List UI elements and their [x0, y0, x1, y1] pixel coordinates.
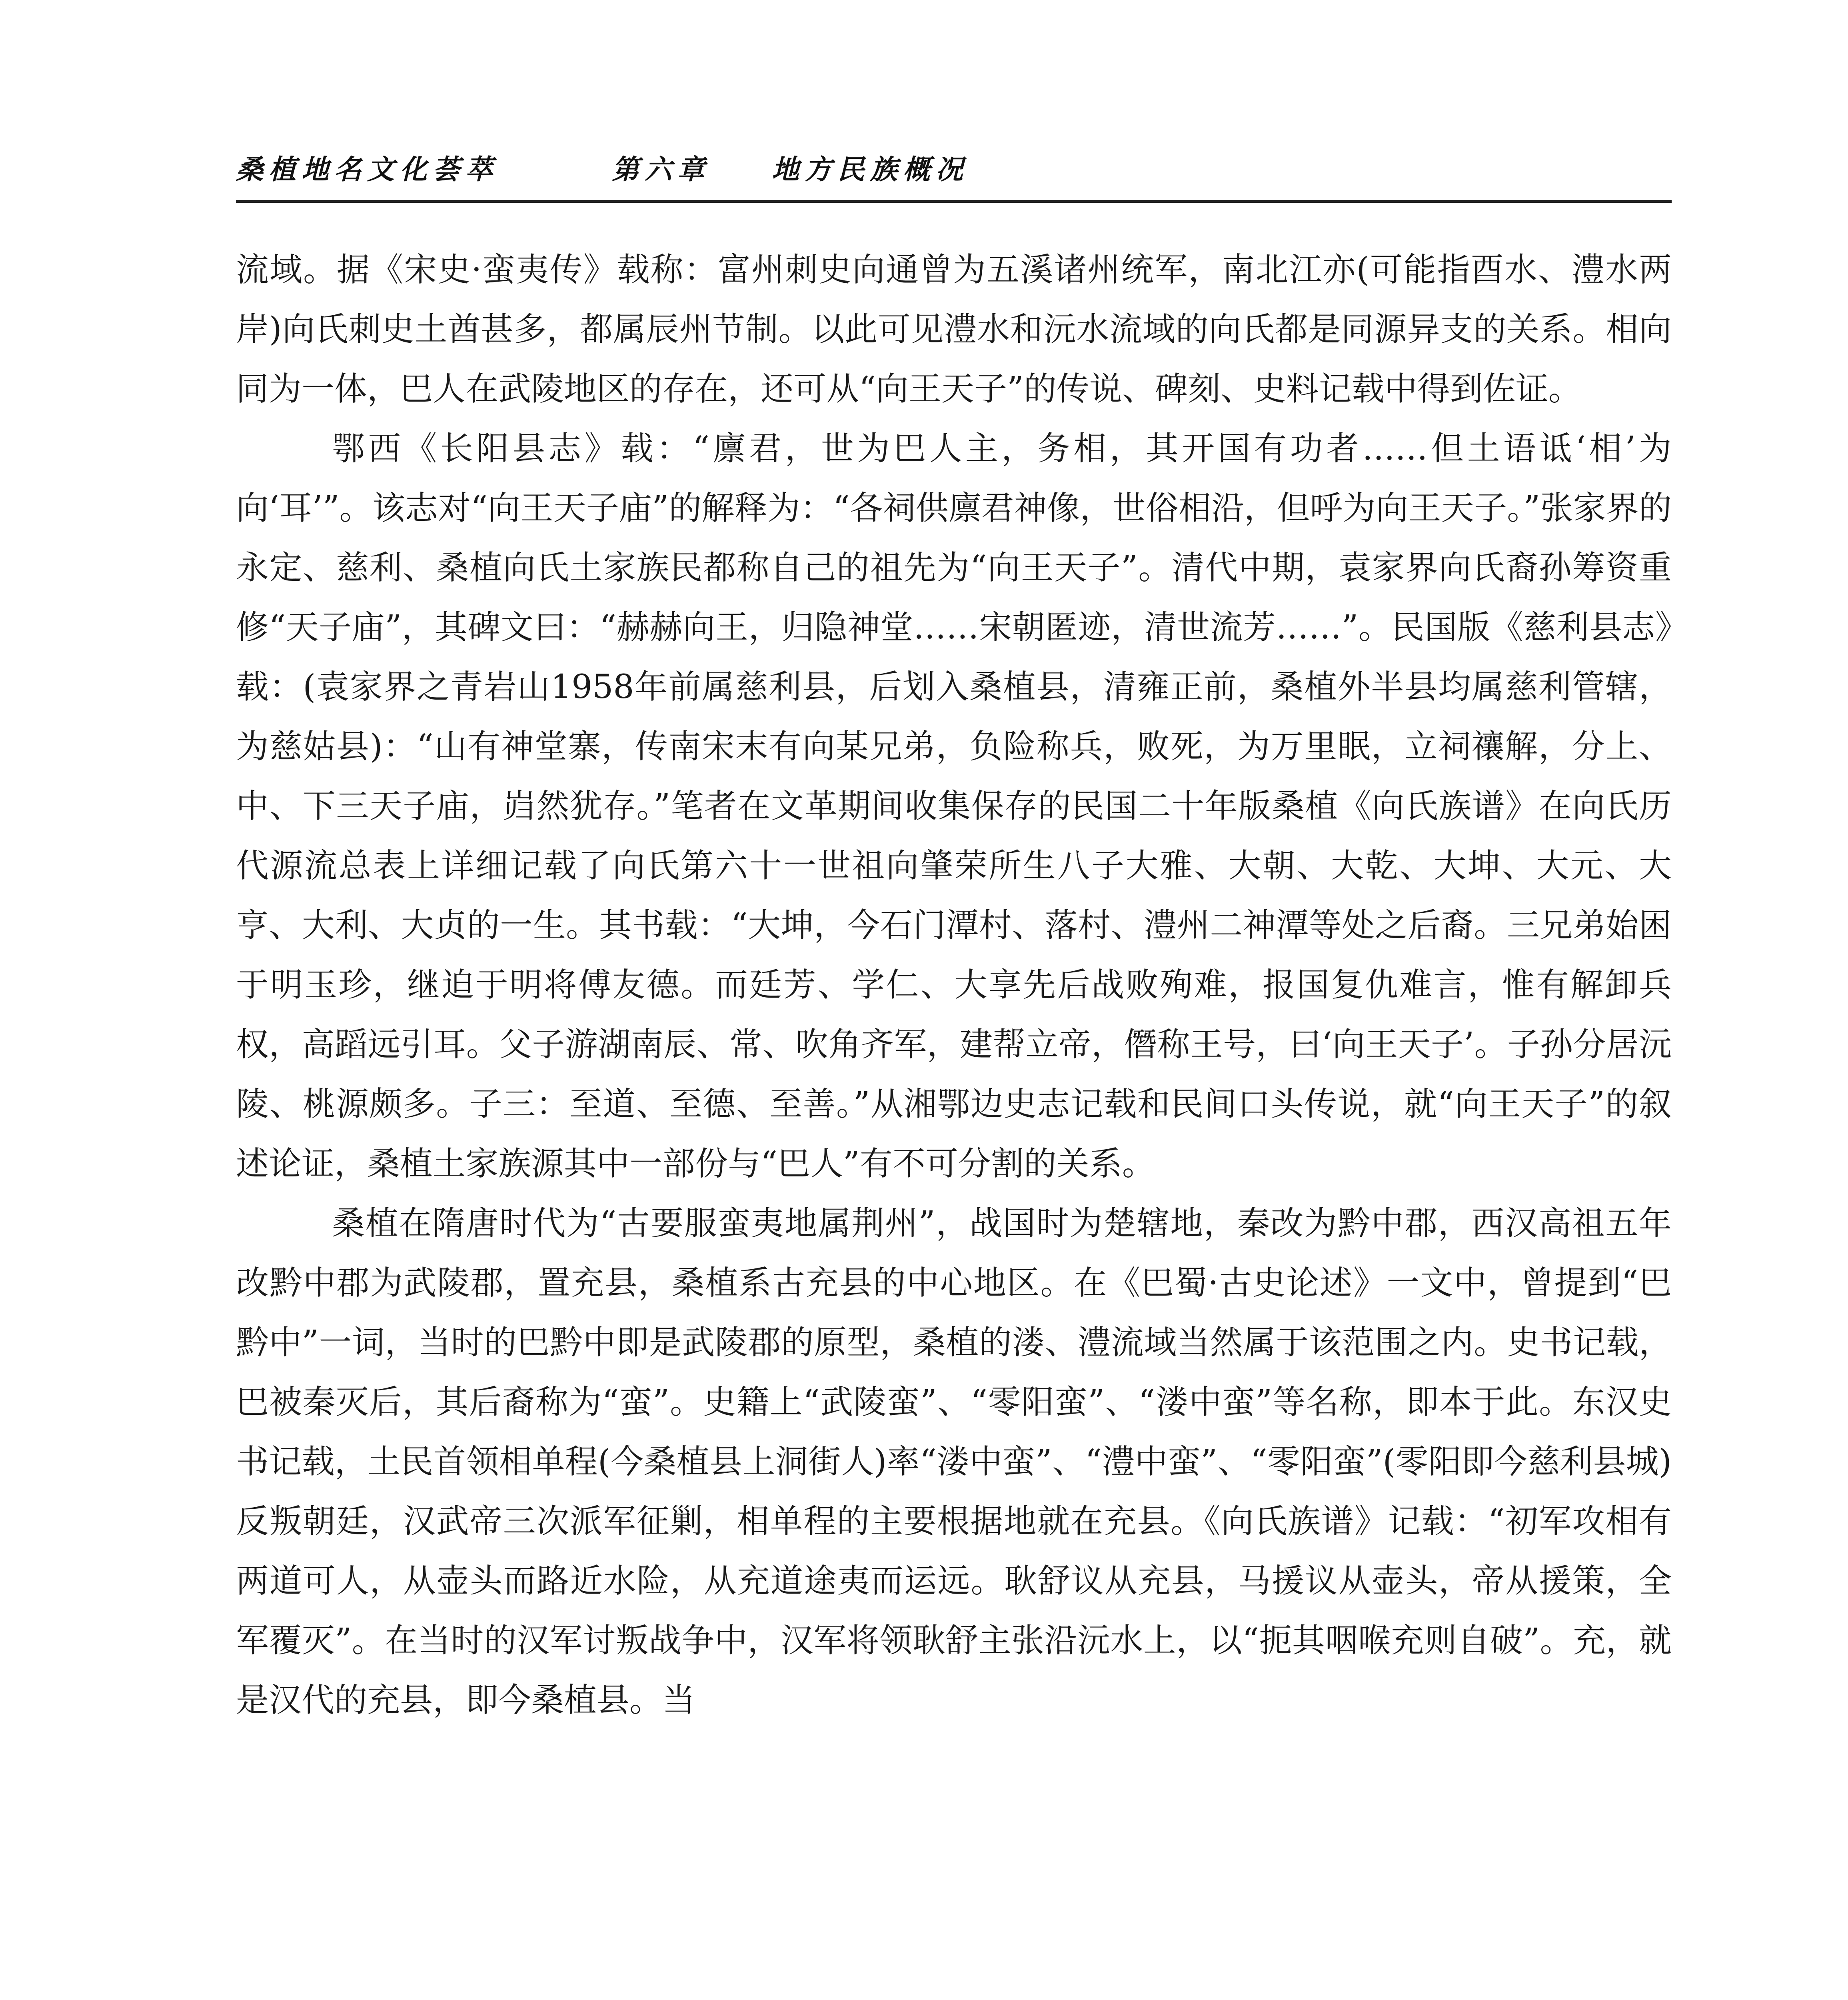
header-divider — [236, 200, 1672, 203]
header-book-title: 桑植地名文化荟萃 — [236, 154, 499, 186]
paragraph-3: 桑植在隋唐时代为“古要服蛮夷地属荆州”，战国时为楚辖地，秦改为黔中郡，西汉高祖五年改黔中郡为武陵郡，置充县，桑植系古充县的中心地区。在《巴蜀·古史论述》一文中，曾提到“巴黔中”一词，当时的巴黔中即是武陵郡的原型，桑植的溇、澧流域当然属于该范围之内。史书记载，巴被秦灭后，其后裔称为“蛮”。史籍上“武陵蛮”、“零阳蛮”、“溇中蛮”等名称，即本于此。东汉史书记载，土民首领相单程(今桑植县上洞街人)率“溇中蛮”、“澧中蛮”、“零阳蛮”(零阳即今慈利县城)反叛朝廷，汉武帝三次派军征剿，相单程的主要根据地就在充县。《向氏族谱》记载：“初军攻相有两道可人，从壶头而路近水险，从充道途夷而运远。耿舒议从充县，马援议从壶头，帝从援策，全军覆灭”。在当时的汉军讨叛战争中，汉军将领耿舒主张沿沅水上，以“扼其咽喉充则自破”。充，就是汉代的充县，即今桑植县。当 — [236, 1204, 1672, 1719]
header-section: 地方民族概况 — [772, 154, 969, 186]
running-header — [236, 148, 1672, 208]
body-text — [236, 240, 1672, 1730]
paragraph-2: 鄂西《长阳县志》载：“廪君，世为巴人主，务相，其开国有功者……但土语诋‘相’为向‘耳’”。该志对“向王天子庙”的解释为：“各祠供廪君神像，世俗相沿，但呼为向王天子。”张家界的永定、慈利、桑植向氏土家族民都称自己的祖先为“向王天子”。清代中期，袁家界向氏裔孙筹资重修“天子庙”，其碑文曰：“赫赫向王，归隐神堂……宋朝匿迹，清世流芳……”。民国版《慈利县志》载：(袁家界之青岩山1958年前属慈利县，后划入桑植县，清雍正前，桑植外半县均属慈利管辖，为慈姑县)：“山有神堂寨，传南宋末有向某兄弟，负险称兵，败死，为万里眠，立祠禳解，分上、中、下三天子庙，岿然犹存。”笔者在文革期间收集保存的民国二十年版桑植《向氏族谱》在向氏历代源流总表上详细记载了向氏第六十一世祖向肇荣所生八子大雅、大朝、大乾、大坤、大元、大亨、大利、大贞的一生。其书载：“大坤，今石门潭村、落村、澧州二神潭等处之后裔。三兄弟始困于明玉珍，继迫于明将傅友德。而廷芳、学仁、大享先后战败殉难，报国复仇难言，惟有解卸兵权，高蹈远引耳。父子游湖南辰、常、吹角齐军，建帮立帝，僭称王号，曰‘向王天子’。子孙分居沅陵、桃源颇多。子三：至道、至德、至善。”从湘鄂边史志记载和民间口头传说，就“向王天子”的叙述论证，桑植土家族源其中一部份与“巴人”有不可分割的关系。 — [236, 430, 1672, 1183]
paragraph-1: 流域。据《宋史·蛮夷传》载称：富州刺史向通曾为五溪诸州统军，南北江亦(可能指酉水、澧水两岸)向氏刺史土酋甚多，都属辰州节制。以此可见澧水和沅水流域的向氏都是同源异支的关系。相向同为一体，巴人在武陵地区的存在，还可从“向王天子”的传说、碑刻、史料记载中得到佐证。 — [236, 251, 1672, 408]
header-chapter: 第六章 — [612, 154, 711, 186]
